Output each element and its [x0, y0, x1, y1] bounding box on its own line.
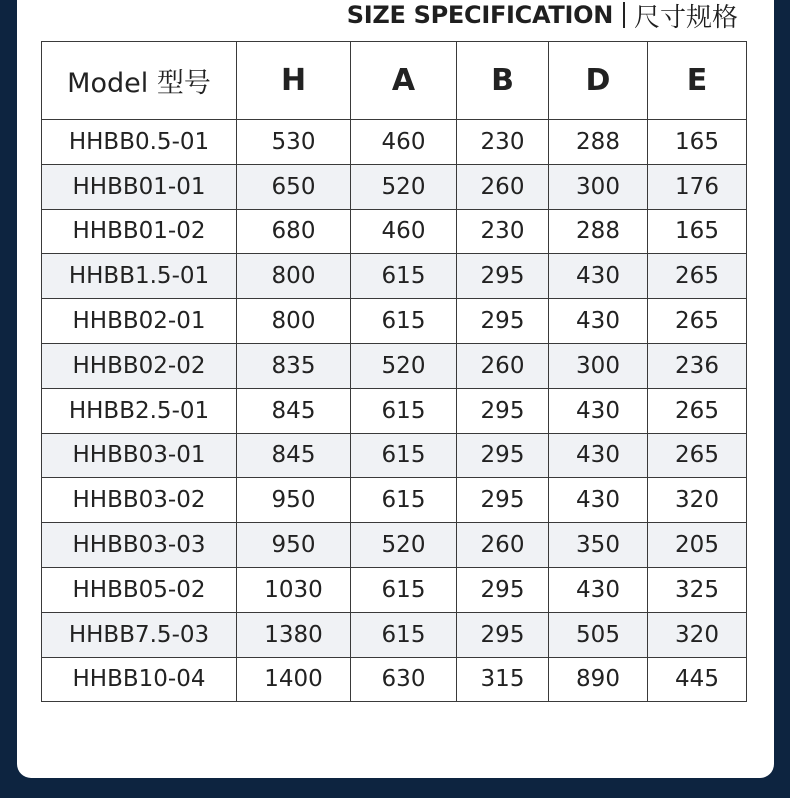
- cell-a: 520: [351, 523, 457, 568]
- table-row: [42, 343, 747, 388]
- cell-b: 295: [457, 567, 549, 612]
- cell-b: 295: [457, 299, 549, 344]
- cell-b: 295: [457, 388, 549, 433]
- cell-model: HHBB01-02: [42, 209, 237, 254]
- cell-e: 205: [648, 523, 747, 568]
- cell-model: HHBB01-01: [42, 164, 237, 209]
- cell-h: 1380: [237, 612, 351, 657]
- cell-d: 300: [549, 343, 648, 388]
- cell-b: 230: [457, 209, 549, 254]
- cell-d: 890: [549, 657, 648, 702]
- cell-h: 835: [237, 343, 351, 388]
- cell-model: HHBB05-02: [42, 567, 237, 612]
- cell-b: 260: [457, 164, 549, 209]
- table-row: [42, 120, 747, 165]
- cell-model: HHBB03-02: [42, 478, 237, 523]
- cell-h: 1030: [237, 567, 351, 612]
- cell-d: 430: [549, 254, 648, 299]
- cell-h: 950: [237, 478, 351, 523]
- table-row: [42, 523, 747, 568]
- cell-b: 315: [457, 657, 549, 702]
- table-row: [42, 657, 747, 702]
- cell-d: 430: [549, 433, 648, 478]
- cell-model: HHBB1.5-01: [42, 254, 237, 299]
- table-row: [42, 612, 747, 657]
- cell-d: 288: [549, 209, 648, 254]
- cell-b: 295: [457, 433, 549, 478]
- cell-model: HHBB10-04: [42, 657, 237, 702]
- cell-b: 295: [457, 612, 549, 657]
- cell-h: 800: [237, 299, 351, 344]
- cell-a: 615: [351, 388, 457, 433]
- cell-b: 260: [457, 343, 549, 388]
- table-row: [42, 388, 747, 433]
- cell-d: 430: [549, 478, 648, 523]
- cell-e: 265: [648, 254, 747, 299]
- cell-e: 325: [648, 567, 747, 612]
- table-row: [42, 567, 747, 612]
- cell-e: 320: [648, 612, 747, 657]
- cell-b: 230: [457, 120, 549, 165]
- cell-h: 530: [237, 120, 351, 165]
- cell-h: 800: [237, 254, 351, 299]
- table-row: [42, 299, 747, 344]
- cell-d: 300: [549, 164, 648, 209]
- page-title: [346, 0, 738, 33]
- cell-e: 265: [648, 433, 747, 478]
- cell-d: 430: [549, 299, 648, 344]
- cell-d: 350: [549, 523, 648, 568]
- cell-h: 650: [237, 164, 351, 209]
- cell-e: 176: [648, 164, 747, 209]
- cell-h: 845: [237, 433, 351, 478]
- cell-e: 265: [648, 299, 747, 344]
- cell-a: 615: [351, 254, 457, 299]
- cell-d: 430: [549, 567, 648, 612]
- header-e: E: [648, 42, 747, 120]
- cell-a: 615: [351, 299, 457, 344]
- cell-e: 165: [648, 120, 747, 165]
- title-chinese: 尺寸规格: [633, 2, 738, 33]
- cell-h: 845: [237, 388, 351, 433]
- header-model: Model 型号: [42, 42, 237, 120]
- header-b: B: [457, 42, 549, 120]
- cell-b: 295: [457, 478, 549, 523]
- cell-e: 265: [648, 388, 747, 433]
- cell-model: HHBB03-01: [42, 433, 237, 478]
- table-row: [42, 164, 747, 209]
- cell-a: 615: [351, 478, 457, 523]
- cell-model: HHBB02-02: [42, 343, 237, 388]
- title-english: SIZE SPECIFICATION: [346, 1, 613, 29]
- cell-d: 505: [549, 612, 648, 657]
- cell-b: 260: [457, 523, 549, 568]
- cell-h: 1400: [237, 657, 351, 702]
- cell-model: HHBB02-01: [42, 299, 237, 344]
- size-spec-table: [41, 41, 747, 702]
- cell-a: 615: [351, 612, 457, 657]
- cell-a: 520: [351, 164, 457, 209]
- table-row: [42, 478, 747, 523]
- header-a: A: [351, 42, 457, 120]
- cell-model: HHBB03-03: [42, 523, 237, 568]
- cell-d: 288: [549, 120, 648, 165]
- cell-h: 950: [237, 523, 351, 568]
- cell-model: HHBB2.5-01: [42, 388, 237, 433]
- cell-e: 236: [648, 343, 747, 388]
- table-row: [42, 433, 747, 478]
- title-divider: [623, 2, 625, 28]
- header-h: H: [237, 42, 351, 120]
- cell-h: 680: [237, 209, 351, 254]
- cell-b: 295: [457, 254, 549, 299]
- cell-e: 445: [648, 657, 747, 702]
- table-row: [42, 254, 747, 299]
- cell-d: 430: [549, 388, 648, 433]
- cell-a: 460: [351, 120, 457, 165]
- cell-model: HHBB7.5-03: [42, 612, 237, 657]
- cell-a: 615: [351, 433, 457, 478]
- cell-a: 630: [351, 657, 457, 702]
- table-header-row: [42, 42, 747, 120]
- cell-e: 320: [648, 478, 747, 523]
- cell-a: 615: [351, 567, 457, 612]
- cell-a: 520: [351, 343, 457, 388]
- cell-a: 460: [351, 209, 457, 254]
- cell-e: 165: [648, 209, 747, 254]
- header-d: D: [549, 42, 648, 120]
- table-row: [42, 209, 747, 254]
- cell-model: HHBB0.5-01: [42, 120, 237, 165]
